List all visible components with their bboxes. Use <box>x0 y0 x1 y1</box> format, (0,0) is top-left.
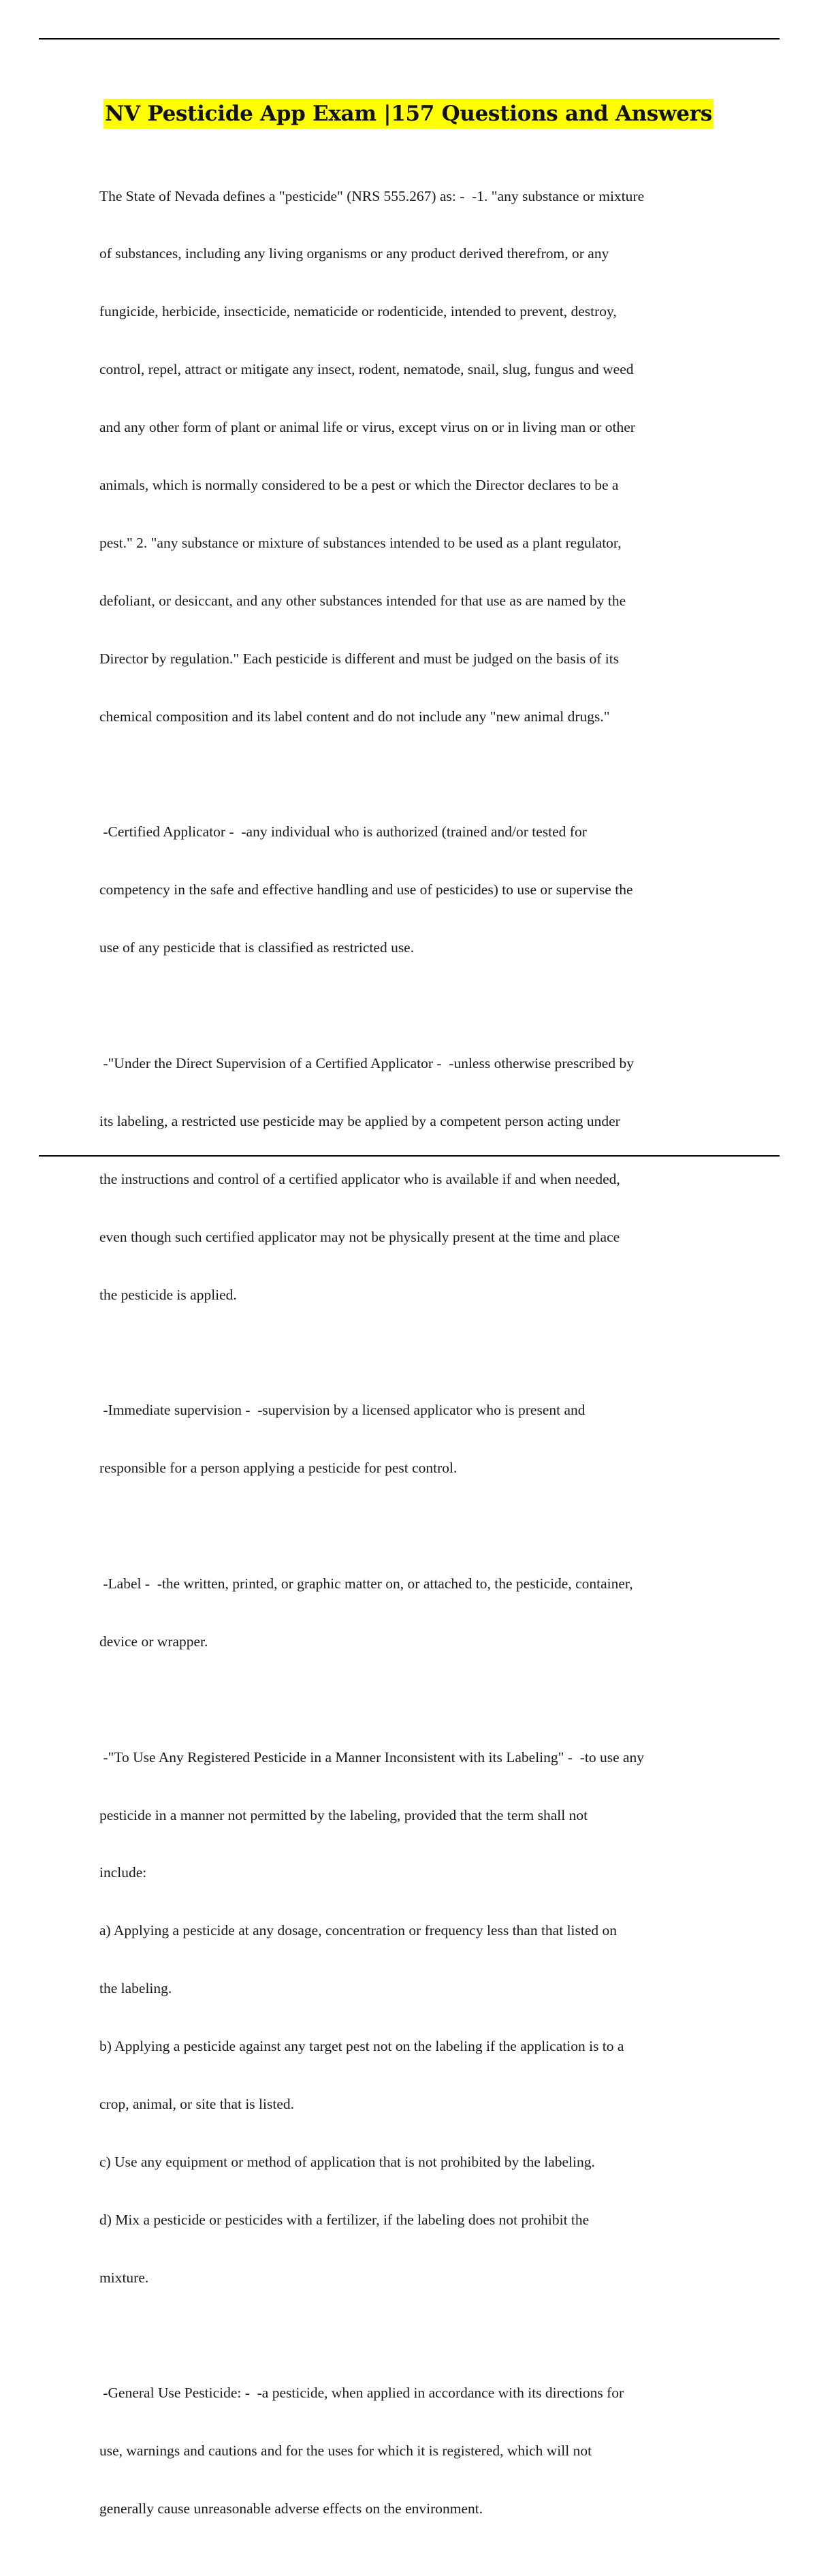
paragraph-certified-applicator <box>99 784 746 996</box>
text-line: the instructions and control of a certified applicator who is available if and when needed, <box>99 1170 620 1187</box>
text-line: Director by regulation." Each pesticide is different and must be judged on the basis of its <box>99 650 620 667</box>
text-line: defoliant, or desiccant, and any other substances intended for that use as are named by the <box>99 592 626 609</box>
text-line: pest." 2. "any substance or mixture of substances intended to be used as a plant regulator, <box>99 534 622 551</box>
paragraph-direct-supervision <box>99 1015 746 1342</box>
text-line: a) Applying a pesticide at any dosage, concentration or frequency less than that listed on <box>99 1922 618 1939</box>
text-line: device or wrapper. <box>99 1633 208 1650</box>
paragraph-pesticide-definition <box>99 148 746 765</box>
text-line: competency in the safe and effective handling and use of pesticides) to use or supervise the <box>99 881 633 898</box>
text-line: include: <box>99 1864 147 1881</box>
document-body <box>99 148 746 2576</box>
text-line: use of any pesticide that is classified as restricted use. <box>99 939 415 956</box>
text-line: the pesticide is applied. <box>99 1286 237 1303</box>
text-line: its labeling, a restricted use pesticide may be applied by a competent person acting under <box>99 1112 620 1129</box>
paragraph-general-use-pesticide <box>99 2345 746 2557</box>
text-line: pesticide in a manner not permitted by the labeling, provided that the term shall not <box>99 1806 588 1823</box>
header-rule <box>39 38 780 40</box>
text-line: even though such certified applicator may not be physically present at the time and place <box>99 1228 620 1245</box>
text-line: generally cause unreasonable adverse effects on the environment. <box>99 2500 483 2517</box>
paragraph-label <box>99 1535 746 1689</box>
text-line: -Certified Applicator - -any individual who is authorized (trained and/or tested for <box>99 823 587 841</box>
text-line: and any other form of plant or animal life or virus, except virus on or in living man or other <box>99 419 635 436</box>
footer-rule <box>39 1155 780 1157</box>
text-line: fungicide, herbicide, insecticide, nematicide or rodenticide, intended to prevent, destroy, <box>99 303 617 320</box>
text-line: use, warnings and cautions and for the uses for which it is registered, which will not <box>99 2443 592 2460</box>
paragraph-inconsistent-use <box>99 1709 746 2326</box>
text-line: the labeling. <box>99 1980 172 1997</box>
text-line: c) Use any equipment or method of application that is not prohibited by the labeling. <box>99 2153 595 2170</box>
text-line: -"Under the Direct Supervision of a Certified Applicator - -unless otherwise prescribed by <box>99 1054 634 1071</box>
text-line: chemical composition and its label content and do not include any "new animal drugs." <box>99 708 610 725</box>
title-container <box>0 99 817 129</box>
text-line: b) Applying a pesticide against any target pest not on the labeling if the application is to a <box>99 2038 624 2055</box>
text-line: d) Mix a pesticide or pesticides with a fertilizer, if the labeling does not prohibit the <box>99 2211 590 2228</box>
document-title: NV Pesticide App Exam |157 Questions and Answers <box>103 99 714 129</box>
text-line: -"To Use Any Registered Pesticide in a Manner Inconsistent with its Labeling" - -to use any <box>99 1748 645 1765</box>
text-line: responsible for a person applying a pesticide for pest control. <box>99 1460 458 1477</box>
text-line: animals, which is normally considered to be a pest or which the Director declares to be a <box>99 477 619 494</box>
text-line: control, repel, attract or mitigate any insect, rodent, nematode, snail, slug, fungus and weed <box>99 361 634 378</box>
text-line: crop, animal, or site that is listed. <box>99 2095 295 2112</box>
text-line: The State of Nevada defines a "pesticide" (NRS 555.267) as: - -1. "any substance or mixture <box>99 187 645 204</box>
text-line: -Immediate supervision - -supervision by a licensed applicator who is present and <box>99 1402 586 1419</box>
text-line: of substances, including any living organisms or any product derived therefrom, or any <box>99 245 609 262</box>
text-line: mixture. <box>99 2269 149 2286</box>
text-line: -General Use Pesticide: - -a pesticide, when applied in accordance with its directions for <box>99 2385 624 2402</box>
paragraph-immediate-supervision <box>99 1362 746 1516</box>
text-line: -Label - -the written, printed, or graphic matter on, or attached to, the pesticide, container, <box>99 1575 633 1592</box>
